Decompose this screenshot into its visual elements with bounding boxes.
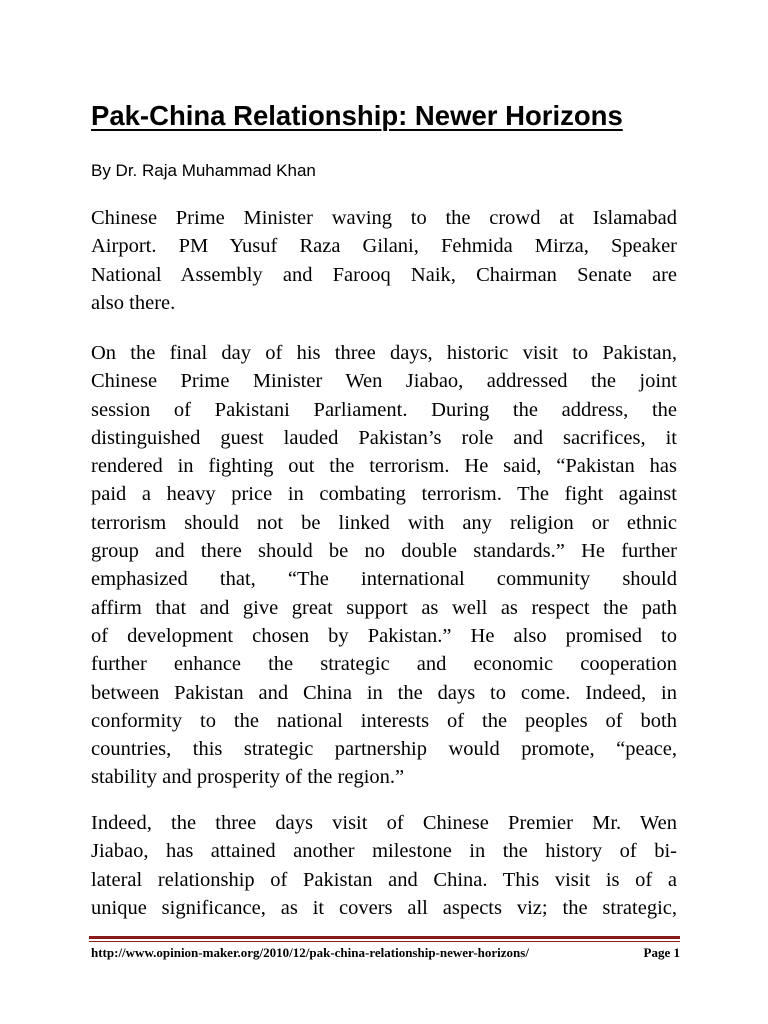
paragraph-line: further enhance the strategic and economic cooperation: [91, 653, 677, 676]
paragraph-line: National Assembly and Farooq Naik, Chairman Senate are: [91, 263, 677, 286]
paragraph-line: Chinese Prime Minister waving to the crowd at Islamabad: [91, 207, 677, 229]
paragraph-line: Indeed, the three days visit of Chinese Premier Mr. Wen: [91, 812, 677, 834]
paragraph-line: Jiabao, has attained another milestone in the history of bi-: [91, 840, 677, 863]
paragraph-line: On the final day of his three days, historic visit to Pakistan,: [91, 342, 677, 364]
paragraph-1: [91, 204, 677, 317]
paragraph-line: conformity to the national interests of the peoples of both: [91, 709, 677, 732]
paragraph-line: distinguished guest lauded Pakistan’s role and sacrifices, it: [91, 426, 677, 449]
footer-rule-thick: [89, 936, 680, 939]
paragraph-line: also there.: [91, 291, 176, 314]
paragraph-line: paid a heavy price in combating terrorism. The fight against: [91, 483, 677, 506]
paragraph-line: terrorism should not be linked with any religion or ethnic: [91, 511, 677, 534]
footer-source-url[interactable]: http://www.opinion-maker.org/2010/12/pak-china-relationship-newer-horizons/: [91, 945, 529, 960]
paragraph-line: Airport. PM Yusuf Raza Gilani, Fehmida Mirza, Speaker: [91, 235, 677, 258]
author-byline: By Dr. Raja Muhammad Khan: [91, 161, 316, 180]
footer-page-number: Page 1: [643, 945, 680, 960]
paragraph-line: session of Pakistani Parliament. During the address, the: [91, 398, 677, 421]
paragraph-line: countries, this strategic partnership would promote, “peace,: [91, 738, 677, 761]
paragraph-line: between Pakistan and China in the days to come. Indeed, in: [91, 681, 677, 704]
paragraph-line: lateral relationship of Pakistan and China. This visit is of a: [91, 868, 677, 891]
paragraph-line: Chinese Prime Minister Wen Jiabao, addressed the joint: [91, 370, 677, 393]
paragraph-line: group and there should be no double standards.” He further: [91, 540, 677, 563]
paragraph-line: emphasized that, “The international community should: [91, 568, 677, 591]
document-title: Pak-China Relationship: Newer Horizons: [91, 100, 623, 131]
paragraph-line: rendered in fighting out the terrorism. He said, “Pakistan has: [91, 455, 677, 478]
paragraph-3: [91, 809, 677, 922]
paragraph-2: [91, 339, 677, 792]
paragraph-line: unique significance, as it covers all aspects viz; the strategic,: [91, 896, 677, 919]
paragraph-line: stability and prosperity of the region.”: [91, 766, 405, 789]
footer-rule-thin: [89, 941, 680, 942]
paragraph-line: affirm that and give great support as well as respect the path: [91, 596, 677, 619]
paragraph-line: of development chosen by Pakistan.” He also promised to: [91, 624, 677, 647]
